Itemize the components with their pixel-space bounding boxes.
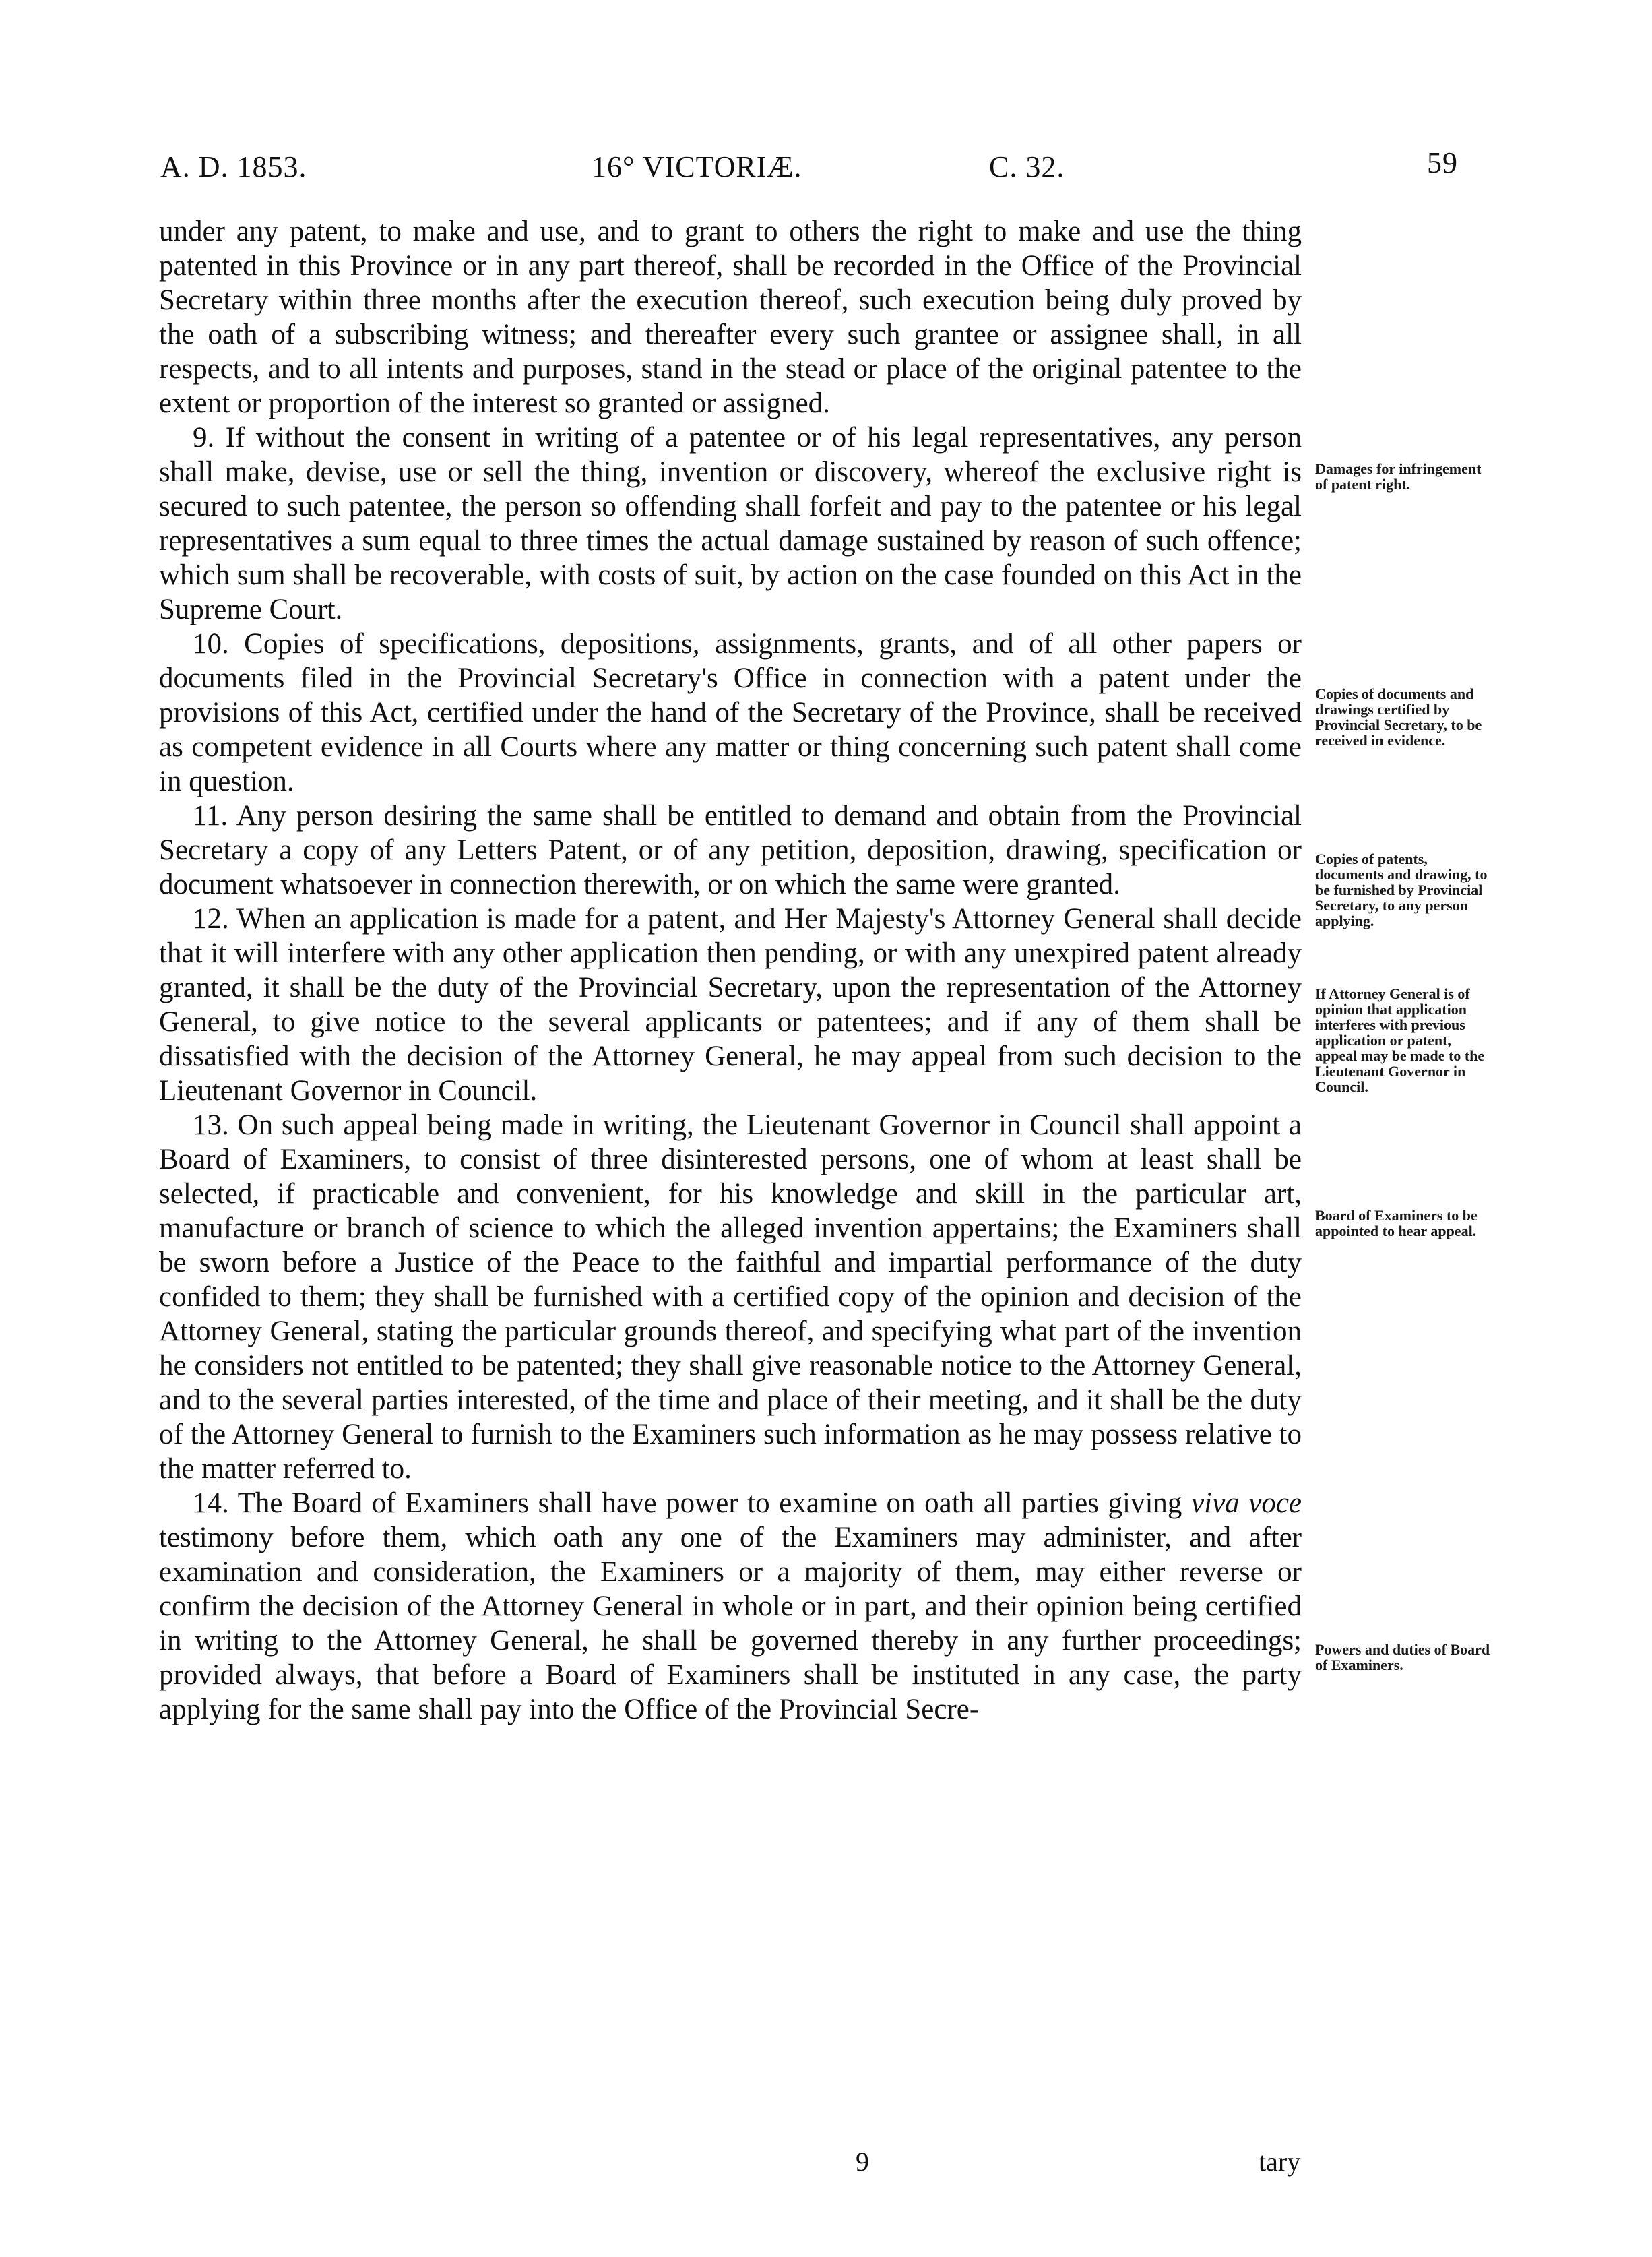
signature-mark: 9 xyxy=(856,2146,869,2177)
running-header xyxy=(160,146,1488,197)
margin-note-section-12: If Attorney General is of opinion that application interferes with previous application or patent, appeal may be made to the Lieutenant Governor in Council. xyxy=(1315,985,1485,1095)
section-14 xyxy=(159,1486,1302,1727)
section-9: 9. If without the consent in writing of a patentee or of his legal representatives, any person shall make, devise, use or sell the thing, invention or discovery, whereof the exclusive right is secured to such patentee, the person so offending shall forfeit and pay to the patentee or his legal representatives a sum equal to three times the actual damage sustained by reason of such offence; which sum shall be recoverable, with costs of suit, by action on the case founded on this Act in the Supreme Court. xyxy=(159,422,1302,625)
header-reign: 16° VICTORIÆ. xyxy=(592,150,802,183)
header-chapter: C. 32. xyxy=(989,150,1065,183)
section-14-text-before: 14. The Board of Examiners shall have power to examine on oath all parties giving xyxy=(193,1487,1192,1519)
header-page-number: 59 xyxy=(1427,146,1458,179)
section-14-text-after: testimony before them, which oath any one of the Examiners may administer, and after examination and consideration, the Examiners or a majority of them, may either reverse or confirm the decision of the Attorney General in whole or in part, and their opinion being certified in writing to the Attorney General, he shall be governed thereby in any further proceedings; provided always, that before a Board of Examiners shall be instituted in any case, the party applying for the same shall pay into the Office of the Provincial Secre- xyxy=(159,1522,1302,1725)
statute-text xyxy=(159,214,1302,1727)
section-continued: under any patent, to make and use, and to grant to others the right to make and use the thing patented in this Province or in any part thereof, shall be recorded in the Office of the Provincial Secretary within three months after the execution thereof, such execution being duly proved by the oath of a subscribing witness; and thereafter every such grantee or assignee shall, in all respects, and to all intents and purposes, stand in the stead or place of the original patentee to the extent or proportion of the interest so granted or assigned. xyxy=(159,216,1302,419)
catchword: tary xyxy=(1259,2146,1301,2177)
section-14-italic-phrase: viva voce xyxy=(1191,1487,1302,1519)
section-10: 10. Copies of specifications, depositions, assignments, grants, and of all other papers or documents filed in the Provincial Secretary's Office in connection with a patent under the provisions of this Act, certified under the hand of the Secretary of the Province, shall be received as competent evidence in all Courts where any matter or thing concerning such patent shall come in question. xyxy=(159,628,1302,797)
section-11: 11. Any person desiring the same shall be entitled to demand and obtain from the Provincial Secretary a copy of any Letters Patent, or of any petition, deposition, drawing, specification or document whatsoever in connection therewith, or on which the same were granted. xyxy=(159,800,1302,900)
section-13: 13. On such appeal being made in writing, the Lieutenant Governor in Council shall appoint a Board of Examiners, to consist of three disinterested persons, one of whom at least shall be selected, if practicable and convenient, for his knowledge and skill in the particular art, manufacture or branch of science to which the alleged invention appertains; the Examiners shall be sworn before a Justice of the Peace to the faithful and impartial performance of the duty confided to them; they shall be furnished with a certified copy of the opinion and decision of the Attorney General, stating the particular grounds thereof, and specifying what part of the invention he considers not entitled to be patented; they shall give reasonable notice to the Attorney General, and to the several parties interested, of the time and place of their meeting, and it shall be the duty of the Attorney General to furnish to the Examiners such information as he may possess relative to the matter referred to. xyxy=(159,1109,1302,1485)
margin-note-section-9: Damages for infringement of patent right. xyxy=(1315,460,1482,493)
section-12: 12. When an application is made for a patent, and Her Majesty's Attorney General shall decide that it will interfere with any other application then pending, or with any unexpired patent already granted, it shall be the duty of the Provincial Secretary, upon the representation of the Attorney General, to give notice to the several applicants or patentees; and if any of them shall be dissatisfied with the decision of the Attorney General, he may appeal from such decision to the Lieutenant Governor in Council. xyxy=(159,903,1302,1107)
margin-note-section-10: Copies of documents and drawings certified by Provincial Secretary, to be received in evidence. xyxy=(1315,685,1482,749)
header-year: A. D. 1853. xyxy=(160,150,307,183)
margin-note-section-13: Board of Examiners to be appointed to hear appeal. xyxy=(1315,1207,1478,1239)
margin-note-section-11: Copies of patents, documents and drawing, to be furnished by Provincial Secretary, to any person applying. xyxy=(1315,851,1488,929)
margin-note-section-14: Powers and duties of Board of Examiners. xyxy=(1315,1641,1490,1673)
